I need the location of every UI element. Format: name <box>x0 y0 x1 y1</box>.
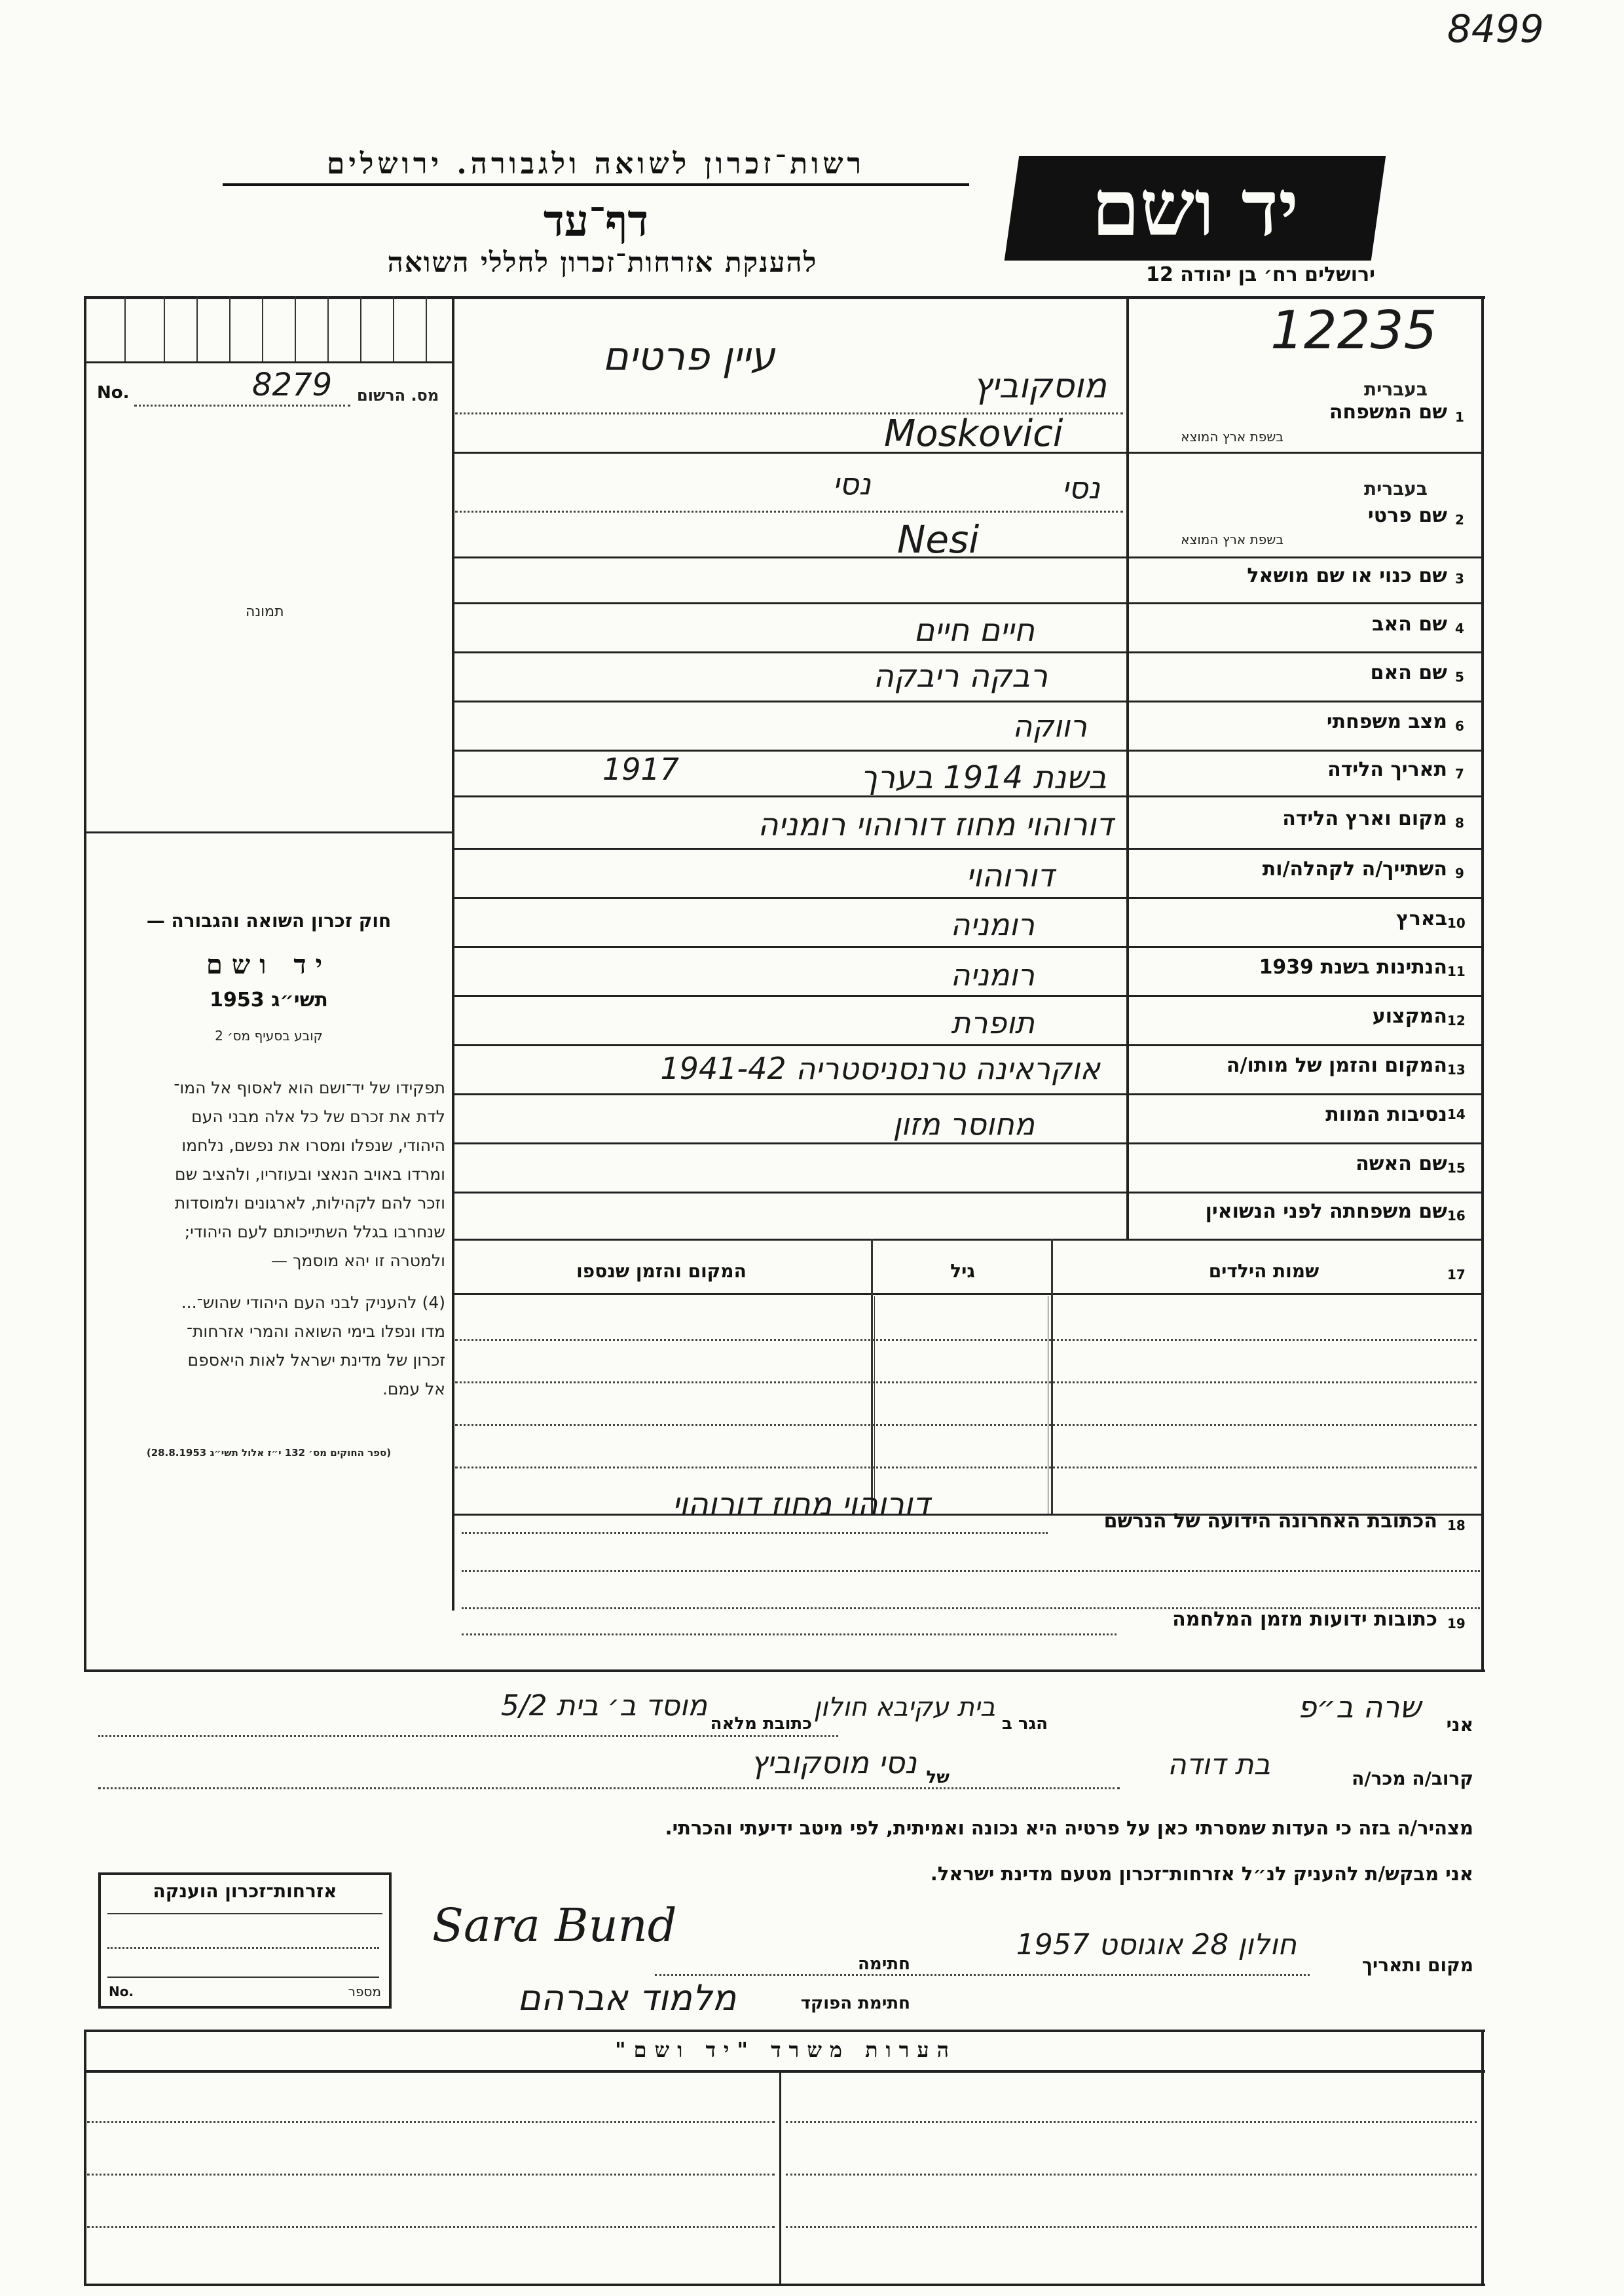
archive-number: 8499 <box>1447 7 1544 51</box>
registration-no-label: No. <box>97 383 130 403</box>
law-para2 <box>92 1288 445 1404</box>
place-date-label: מקום ותאריך <box>1361 1954 1473 1976</box>
law-line: תפקידו של יד־ושם הוא לאסוף אל המו־ <box>174 1078 445 1097</box>
citizenship-no-label: No. <box>109 1984 134 1999</box>
declaration-addr-label: כתובת מלאה <box>710 1714 812 1734</box>
field-18-value: דורוהוי מחוז דורוהוי <box>672 1486 930 1523</box>
field-1-sub-origin: בשפת ארץ המוצא <box>1181 429 1283 445</box>
signature-value: Sara Bund <box>432 1899 677 1952</box>
law-para1 <box>92 1074 445 1275</box>
field-4-label: שם האב <box>1372 613 1447 636</box>
field-13-label: המקום והזמן של מותו/ה <box>1226 1054 1447 1077</box>
field-8-value: דורוהוי מחוז דורוהוי רומניה <box>758 807 1113 843</box>
field-15-number: 15 <box>1447 1160 1466 1176</box>
law-title: חוק זכרון השואה והגבורה — <box>146 910 392 932</box>
field-11-value: רומניה <box>950 957 1035 993</box>
field-12-number: 12 <box>1447 1013 1466 1029</box>
field-4-value: חיים חיים <box>913 612 1035 649</box>
field-18-label: הכתובת האחרונה הידועה של הנרשם <box>1103 1510 1437 1533</box>
field-2-sub-hebrew: בעברית <box>1363 478 1428 500</box>
relation-name: נסי מוסקוביץ <box>750 1745 917 1780</box>
field-17-number: 17 <box>1447 1267 1466 1283</box>
children-header-age: גיל <box>950 1260 975 1282</box>
citizenship-box <box>98 1872 392 2009</box>
field-9-number: 9 <box>1455 866 1464 881</box>
field-5-number: 5 <box>1455 669 1464 685</box>
law-line: שנחרבו בגלל השתייכותם לעם היהודי; <box>184 1222 445 1241</box>
law-footnote: (ספר החוקים מס׳ 132 י״ז אלול תשי״ג 28.8.1953) <box>146 1447 392 1459</box>
place-date-value: חולון 28 אוגוסט 1957 <box>1016 1928 1297 1961</box>
field-1-value-hebrew: מוסקוביץ <box>972 367 1107 406</box>
officer-signature-label: חתימת הפוקד <box>800 1994 910 2013</box>
field-1-number: 1 <box>1455 409 1464 425</box>
relation-value: בת דודה <box>1167 1748 1270 1781</box>
field-9-label: השתייך/ה לקהלה/ות <box>1262 858 1447 881</box>
law-line: זכרון של מדינת ישראל לאות היאספם <box>187 1351 445 1370</box>
field-12-label: המקצוע <box>1372 1005 1447 1028</box>
registration-number: 8279 <box>252 367 333 403</box>
law-line: ולמטרה זו יהא מוסמך — <box>271 1251 445 1270</box>
children-header-place: המקום והזמן שנספו <box>576 1260 747 1282</box>
field-12-value: תופרת <box>951 1005 1035 1040</box>
law-clause: קובע בסעיף מס׳ 2 <box>215 1028 323 1044</box>
field-7-value: בשנת 1914 בערך <box>860 759 1107 796</box>
field-1-label: שם המשפחה <box>1329 401 1447 424</box>
field-2-label: שם פרטי <box>1367 504 1447 527</box>
field-1-value-origin: Moskovici <box>884 412 1063 455</box>
form-subtitle: להענקת אזרחות־זכרון לחללי השואה <box>387 246 818 278</box>
citizenship-box-title: אזרחות־זכרון הוענקה <box>153 1880 337 1902</box>
field-8-label: מקום וארץ הלידה <box>1282 807 1447 830</box>
field-10-label: בארץ <box>1395 907 1447 930</box>
field-5-label: שם האם <box>1370 661 1447 684</box>
field-13-value: אוקראינה טרנסניסטריה 1941-42 <box>660 1051 1100 1086</box>
field-14-number: 14 <box>1447 1106 1466 1122</box>
logo-text: יד ושם <box>1091 162 1299 253</box>
field-1-sub-hebrew: בעברית <box>1363 378 1428 400</box>
field-10-value: רומניה <box>950 907 1035 942</box>
field-2-number: 2 <box>1455 512 1464 528</box>
field-8-number: 8 <box>1455 815 1464 831</box>
law-line: מדו ונפלו בימי השואה והמרי אזרחות־ <box>186 1322 445 1341</box>
field-13-number: 13 <box>1447 1062 1466 1078</box>
field-9-value: דורוהוי <box>966 858 1054 894</box>
declarant-address: מוסד ב׳ בית 5/2 <box>500 1689 707 1722</box>
law-line: לדת את זכרם של כל אלה מבני העם <box>191 1107 445 1126</box>
field-2-sub-origin: בשפת ארץ המוצא <box>1181 532 1283 547</box>
field-2-value-origin: Nesi <box>897 517 980 562</box>
field-7-value-extra: 1917 <box>602 752 680 787</box>
photo-label: תמונה <box>246 604 284 620</box>
field-5-value: רבקה ריבקה <box>873 658 1048 695</box>
signature-label: חתימה <box>858 1954 910 1974</box>
relation-label: קרוב/ה מכר/ה <box>1352 1768 1473 1789</box>
handwritten-note: עיין פרטים <box>602 334 775 380</box>
remarks-title: הערות משרד "יד ושם" <box>614 2037 957 2062</box>
field-6-value: רווקה <box>1012 708 1087 744</box>
law-year: תשי״ג 1953 <box>210 989 328 1011</box>
declaration-ani: אני <box>1446 1714 1473 1736</box>
field-4-number: 4 <box>1455 621 1464 636</box>
declarant-name: שרה ב״פ <box>1297 1689 1421 1724</box>
field-19-label: כתובות ידועות מזמן המלחמה <box>1172 1608 1437 1631</box>
field-10-number: 10 <box>1447 915 1466 931</box>
statement-truth: מצהיר/ה בזה כי העדות שמסרתי כאן על פרטיה היא נכונה ואמיתית, לפי מיטב ידיעתי והכרתי. <box>665 1817 1473 1839</box>
law-line: וזכר להם לקהילות, לארגונים ולמוסדות <box>174 1194 445 1212</box>
officer-signature-value: מלמוד אברהם <box>517 1977 737 2018</box>
yad-vashem-logo <box>1005 156 1386 261</box>
field-3-number: 3 <box>1455 571 1464 587</box>
declarant-place: בית עקיבא חולון <box>813 1692 995 1722</box>
declaration-resides: הגר ב <box>1001 1714 1048 1734</box>
handwritten-number: 12235 <box>1270 300 1437 361</box>
field-18-number: 18 <box>1447 1518 1466 1533</box>
law-line: היהודי, שנפלו ומסרו את נפשם, נלחמו <box>181 1136 445 1155</box>
form-title: דף־עד <box>543 195 649 246</box>
field-16-number: 16 <box>1447 1208 1466 1224</box>
authority-heading: רשות־זכרון לשואה ולגבורה. ירושלים <box>223 147 969 186</box>
law-line: ומרדו באויב הנאצי ובעוזריו, ולהציב שם <box>175 1165 445 1184</box>
address: ירושלים רח׳ בן יהודה 12 <box>1146 263 1375 286</box>
statement-request: אני מבקש/ת להעניק לנ״ל אזרחות־זכרון מטעם מדינת ישראל. <box>930 1863 1473 1885</box>
law-line: אל עמם. <box>382 1379 445 1398</box>
citizenship-number-label: מספר <box>348 1984 381 1999</box>
field-2-value-extra: נסי <box>832 466 871 501</box>
field-16-label: שם משפחתה לפני הנשואין <box>1205 1200 1447 1223</box>
law-name: יד ושם <box>206 949 332 980</box>
relation-of: של <box>926 1768 950 1787</box>
field-15-label: שם האשה <box>1356 1152 1447 1175</box>
registration-label: מס. הרשום <box>357 386 439 405</box>
field-7-number: 7 <box>1455 766 1464 782</box>
field-3-label: שם כנוי או שם מושאל <box>1247 564 1447 587</box>
field-6-number: 6 <box>1455 718 1464 734</box>
field-14-value: מחוסר מזון <box>893 1106 1035 1142</box>
field-6-label: מצב משפחתי <box>1326 710 1447 733</box>
field-19-number: 19 <box>1447 1616 1466 1631</box>
field-7-label: תאריך הלידה <box>1327 758 1447 781</box>
field-11-label: הנתינות בשנת 1939 <box>1259 956 1447 979</box>
field-11-number: 11 <box>1447 964 1466 979</box>
field-14-label: נסיבות המוות <box>1325 1103 1447 1126</box>
field-2-value-hebrew: נסי <box>1061 470 1100 505</box>
law-line: (4) להעניק לבני העם היהודי שהוש־... <box>181 1293 445 1312</box>
children-header-names: שמות הילדים <box>1208 1260 1320 1282</box>
